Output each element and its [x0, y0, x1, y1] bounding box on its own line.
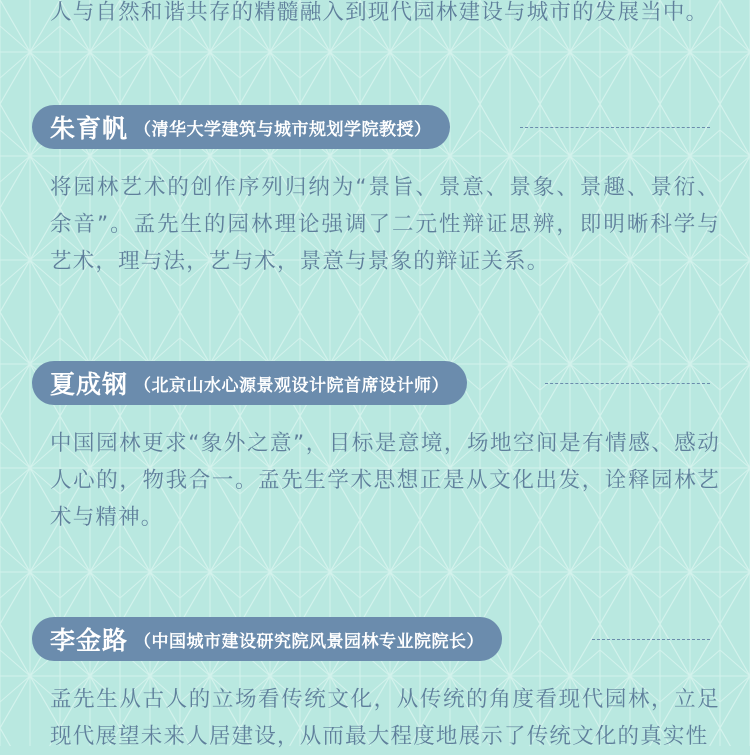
person-title: （清华大学建筑与城市规划学院教授） — [134, 119, 432, 140]
dashed-divider — [545, 383, 710, 384]
person-name: 李金路 — [50, 626, 129, 655]
dashed-divider — [520, 127, 710, 128]
person-quote: 将园林艺术的创作序列归纳为“景旨、景意、景象、景趣、景衍、余音”。孟先生的园林理论强调了二元性辩证思辨，即明晰科学与艺术，理与法，艺与术，景意与景象的辩证关系。 — [50, 175, 720, 274]
person-badge-xia-chenggang — [32, 361, 467, 405]
intro-paragraph: 人与自然和谐共存的精髓融入到现代园林建设与城市的发展当中。 — [50, 0, 709, 25]
dashed-divider — [592, 639, 710, 640]
person-title: （中国城市建设研究院风景园林专业院院长） — [134, 631, 485, 652]
person-quote: 中国园林更求“象外之意”，目标是意境，场地空间是有情感、感动人心的，物我合一。孟先生学术思想正是从文化出发，诠释园林艺术与精神。 — [50, 431, 720, 530]
person-name: 夏成钢 — [50, 370, 129, 399]
person-badge-li-jinlu — [32, 617, 502, 661]
person-quote: 孟先生从古人的立场看传统文化，从传统的角度看现代园林，立足现代展望未来人居建设，从而最大程度地展示了传统文化的真实性 — [50, 687, 720, 749]
person-badge-zhu-yufan — [32, 105, 450, 149]
person-title: （北京山水心源景观设计院首席设计师） — [134, 375, 450, 396]
person-name: 朱育帆 — [50, 114, 129, 143]
